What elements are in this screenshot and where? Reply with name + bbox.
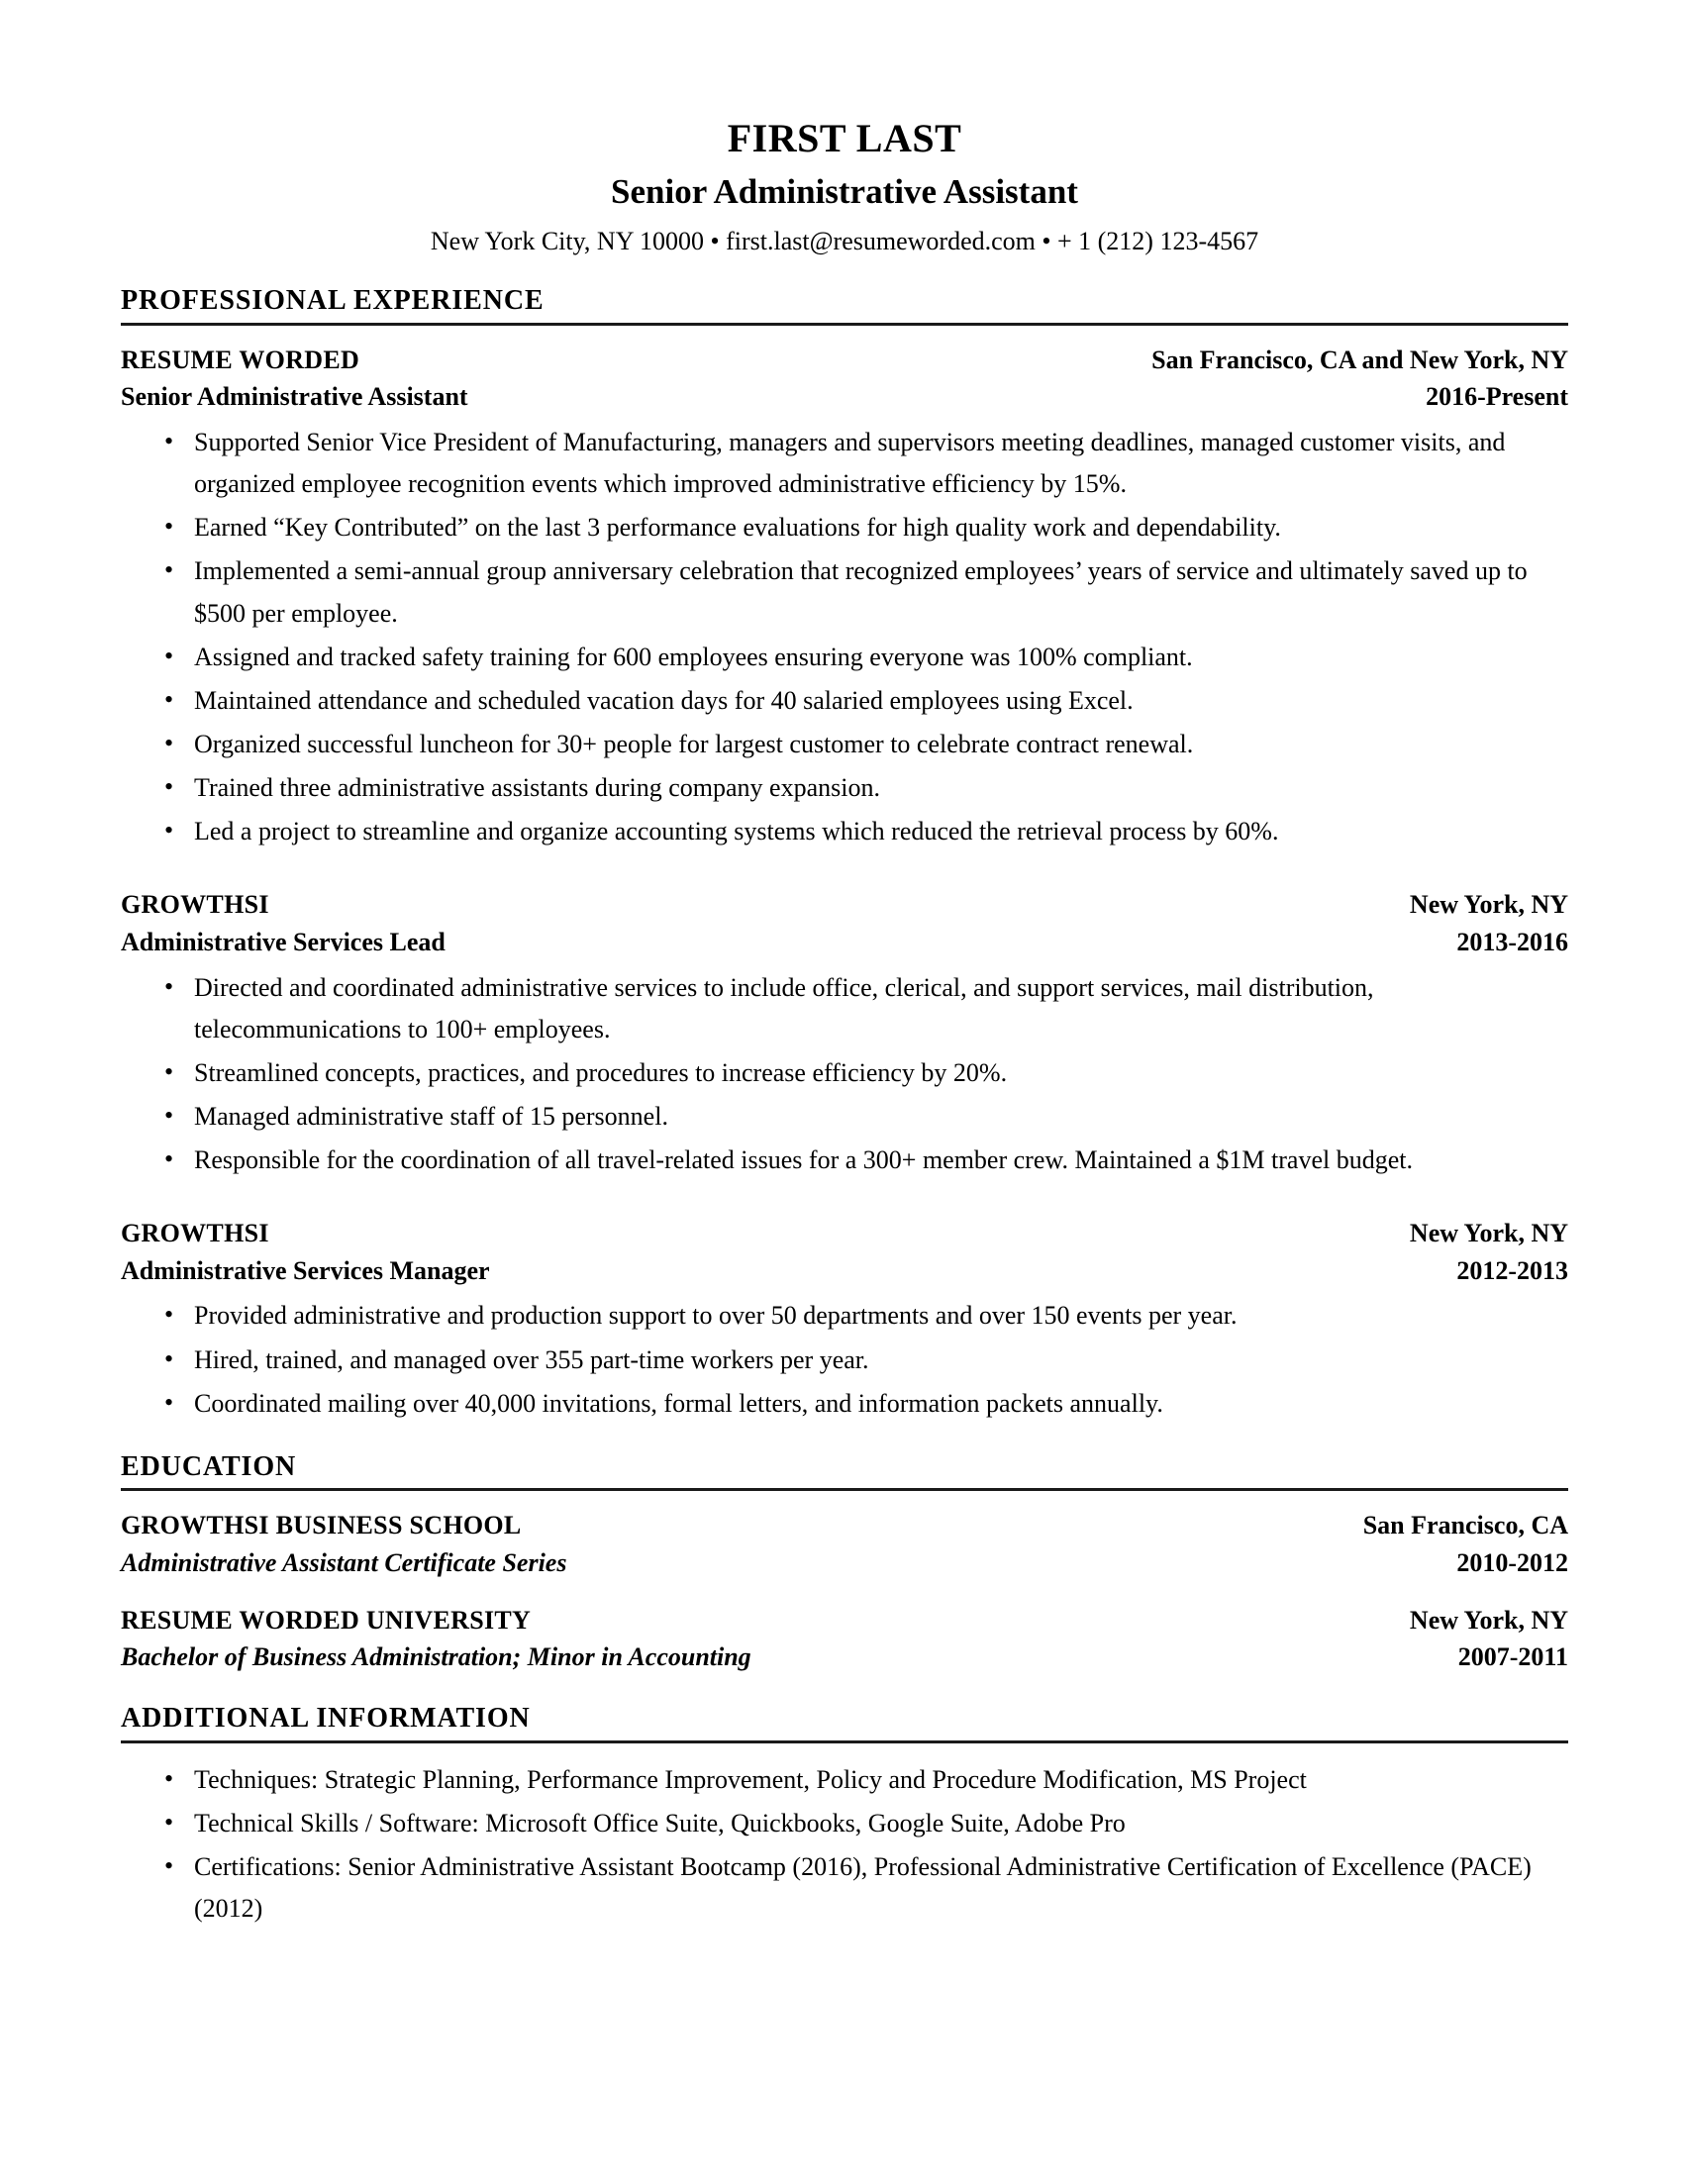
candidate-contact-line: New York City, NY 10000 • first.last@resumeworded.com • + 1 (212) 123-4567 xyxy=(430,227,1259,256)
experience-job-title: Administrative Services Lead xyxy=(121,927,446,956)
education-location: San Francisco, CA xyxy=(1362,1511,1568,1540)
candidate-job-title: Senior Administrative Assistant xyxy=(611,171,1078,211)
list-item: • Hired, trained, and managed over 355 part-time workers per year. xyxy=(121,1340,1568,1381)
list-item: • Led a project to streamline and organize accounting systems which reduced the retrieval process by 60%. xyxy=(121,811,1568,852)
education-degree: Bachelor of Business Administration; Minor in Accounting xyxy=(121,1642,751,1672)
education-degree: Administrative Assistant Certificate Series xyxy=(121,1548,567,1578)
list-item: • Maintained attendance and scheduled vacation days for 40 salaried employees using Excel. xyxy=(121,680,1568,722)
experience-org-row xyxy=(121,886,1568,924)
section-divider-additional xyxy=(121,1740,1568,1743)
education-school: RESUME WORDED UNIVERSITY xyxy=(121,1605,532,1635)
experience-company: RESUME WORDED xyxy=(121,345,360,374)
resume-header xyxy=(121,0,1568,258)
list-item: • Technical Skills / Software: Microsoft Office Suite, Quickbooks, Google Suite, Adobe Pro xyxy=(121,1803,1568,1844)
candidate-name: FIRST LAST xyxy=(727,116,962,160)
additional-bullet-list xyxy=(121,1759,1568,1930)
list-item: • Techniques: Strategic Planning, Performance Improvement, Policy and Procedure Modification, MS Project xyxy=(121,1759,1568,1801)
education-degree-row xyxy=(121,1544,1568,1582)
education-entry xyxy=(121,1602,1568,1676)
list-item: • Responsible for the coordination of all travel-related issues for a 300+ member crew. Maintained a $1M travel budget. xyxy=(121,1140,1568,1181)
experience-bullet-list xyxy=(121,967,1568,1182)
experience-role-row xyxy=(121,1252,1568,1290)
education-school: GROWTHSI BUSINESS SCHOOL xyxy=(121,1511,522,1540)
education-school-row xyxy=(121,1602,1568,1639)
education-school-row xyxy=(121,1507,1568,1544)
experience-role-row xyxy=(121,378,1568,416)
experience-bullet-list xyxy=(121,422,1568,852)
list-item: • Earned “Key Contributed” on the last 3 performance evaluations for high quality work and dependability. xyxy=(121,507,1568,548)
list-item: • Assigned and tracked safety training for 600 employees ensuring everyone was 100% compliant. xyxy=(121,637,1568,678)
section-education xyxy=(121,1450,1568,1676)
experience-company: GROWTHSI xyxy=(121,1219,269,1248)
experience-entry xyxy=(121,342,1568,852)
experience-dates: 2012-2013 xyxy=(1456,1255,1568,1285)
resume-sheet xyxy=(121,0,1568,1932)
list-item: • Provided administrative and production support to over 50 departments and over 150 events per year. xyxy=(121,1295,1568,1337)
experience-job-title: Senior Administrative Assistant xyxy=(121,382,468,412)
section-divider-education xyxy=(121,1488,1568,1491)
section-professional-experience xyxy=(121,284,1568,1425)
experience-location: New York, NY xyxy=(1409,1219,1568,1248)
section-title-experience: PROFESSIONAL EXPERIENCE xyxy=(121,285,545,317)
list-item: • Directed and coordinated administrative services to include office, clerical, and support services, mail distribution, telecommunications to 100+ employees. xyxy=(121,967,1568,1050)
education-entry xyxy=(121,1507,1568,1581)
list-item: • Supported Senior Vice President of Manufacturing, managers and supervisors meeting deadlines, managed customer visits, and organized employee recognition events which improved administrative efficiency by 15%. xyxy=(121,422,1568,505)
experience-dates: 2013-2016 xyxy=(1456,927,1568,956)
experience-dates: 2016-Present xyxy=(1426,382,1568,412)
experience-bullet-list xyxy=(121,1295,1568,1424)
list-item: • Trained three administrative assistants during company expansion. xyxy=(121,767,1568,809)
experience-entry xyxy=(121,886,1568,1181)
experience-org-row xyxy=(121,1215,1568,1252)
section-divider-experience xyxy=(121,323,1568,326)
section-additional-information xyxy=(121,1702,1568,1930)
experience-role-row xyxy=(121,924,1568,961)
education-degree-row xyxy=(121,1638,1568,1676)
experience-entry xyxy=(121,1215,1568,1425)
list-item: • Implemented a semi-annual group anniversary celebration that recognized employees’ years of service and ultimately saved up to $500 per employee. xyxy=(121,550,1568,634)
list-item: • Certifications: Senior Administrative Assistant Bootcamp (2016), Professional Administrative Certification of Excellence (PACE) (2012) xyxy=(121,1846,1568,1930)
list-item: • Organized successful luncheon for 30+ people for largest customer to celebrate contract renewal. xyxy=(121,724,1568,765)
experience-location: New York, NY xyxy=(1409,890,1568,920)
experience-location: San Francisco, CA and New York, NY xyxy=(1151,345,1568,374)
list-item: • Managed administrative staff of 15 personnel. xyxy=(121,1096,1568,1138)
experience-org-row xyxy=(121,342,1568,379)
experience-company: GROWTHSI xyxy=(121,890,269,920)
section-title-additional: ADDITIONAL INFORMATION xyxy=(121,1703,531,1735)
education-dates: 2007-2011 xyxy=(1457,1642,1568,1672)
section-title-education: EDUCATION xyxy=(121,1450,297,1482)
education-dates: 2010-2012 xyxy=(1456,1548,1568,1578)
education-location: New York, NY xyxy=(1409,1605,1568,1635)
list-item: • Streamlined concepts, practices, and procedures to increase efficiency by 20%. xyxy=(121,1052,1568,1094)
experience-job-title: Administrative Services Manager xyxy=(121,1255,490,1285)
list-item: • Coordinated mailing over 40,000 invitations, formal letters, and information packets annually. xyxy=(121,1383,1568,1425)
